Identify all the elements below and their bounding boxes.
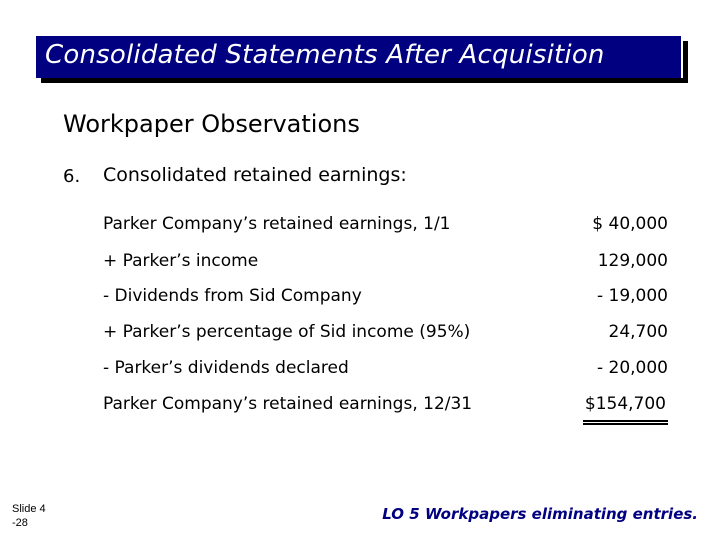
total-amount: $154,700	[583, 394, 668, 425]
section-subtitle: Workpaper Observations	[63, 110, 360, 138]
schedule-row-parker-dividends	[103, 358, 668, 384]
slide-title: Consolidated Statements After Acquisition	[45, 40, 605, 70]
schedule-row-parker-income	[103, 251, 668, 277]
slide-number-line1: Slide 4	[12, 503, 46, 515]
row-label: + Parker’s income	[103, 251, 259, 271]
row-label: - Dividends from Sid Company	[103, 286, 362, 306]
learning-objective-note: LO 5 Workpapers eliminating entries.	[382, 505, 698, 523]
row-amount: $ 40,000	[592, 214, 668, 234]
slide-number	[12, 502, 72, 530]
row-label: - Parker’s dividends declared	[103, 358, 349, 378]
row-amount: - 19,000	[596, 286, 668, 306]
row-amount: - 20,000	[596, 358, 668, 378]
row-amount: 24,700	[608, 322, 668, 342]
schedule-row-opening-balance	[103, 214, 668, 240]
row-amount: 129,000	[597, 251, 668, 271]
item-number: 6.	[63, 166, 81, 187]
schedule-row-sid-dividends	[103, 286, 668, 312]
schedule-row-sid-income-share	[103, 322, 668, 348]
schedule-row-closing-balance	[103, 394, 668, 420]
title-banner	[36, 36, 683, 78]
item-heading: Consolidated retained earnings:	[103, 164, 407, 186]
row-label: + Parker’s percentage of Sid income (95%)	[103, 322, 471, 342]
slide-number-line2: -28	[12, 517, 28, 529]
row-label: Parker Company’s retained earnings, 12/31	[103, 394, 473, 414]
row-label: Parker Company’s retained earnings, 1/1	[103, 214, 451, 234]
